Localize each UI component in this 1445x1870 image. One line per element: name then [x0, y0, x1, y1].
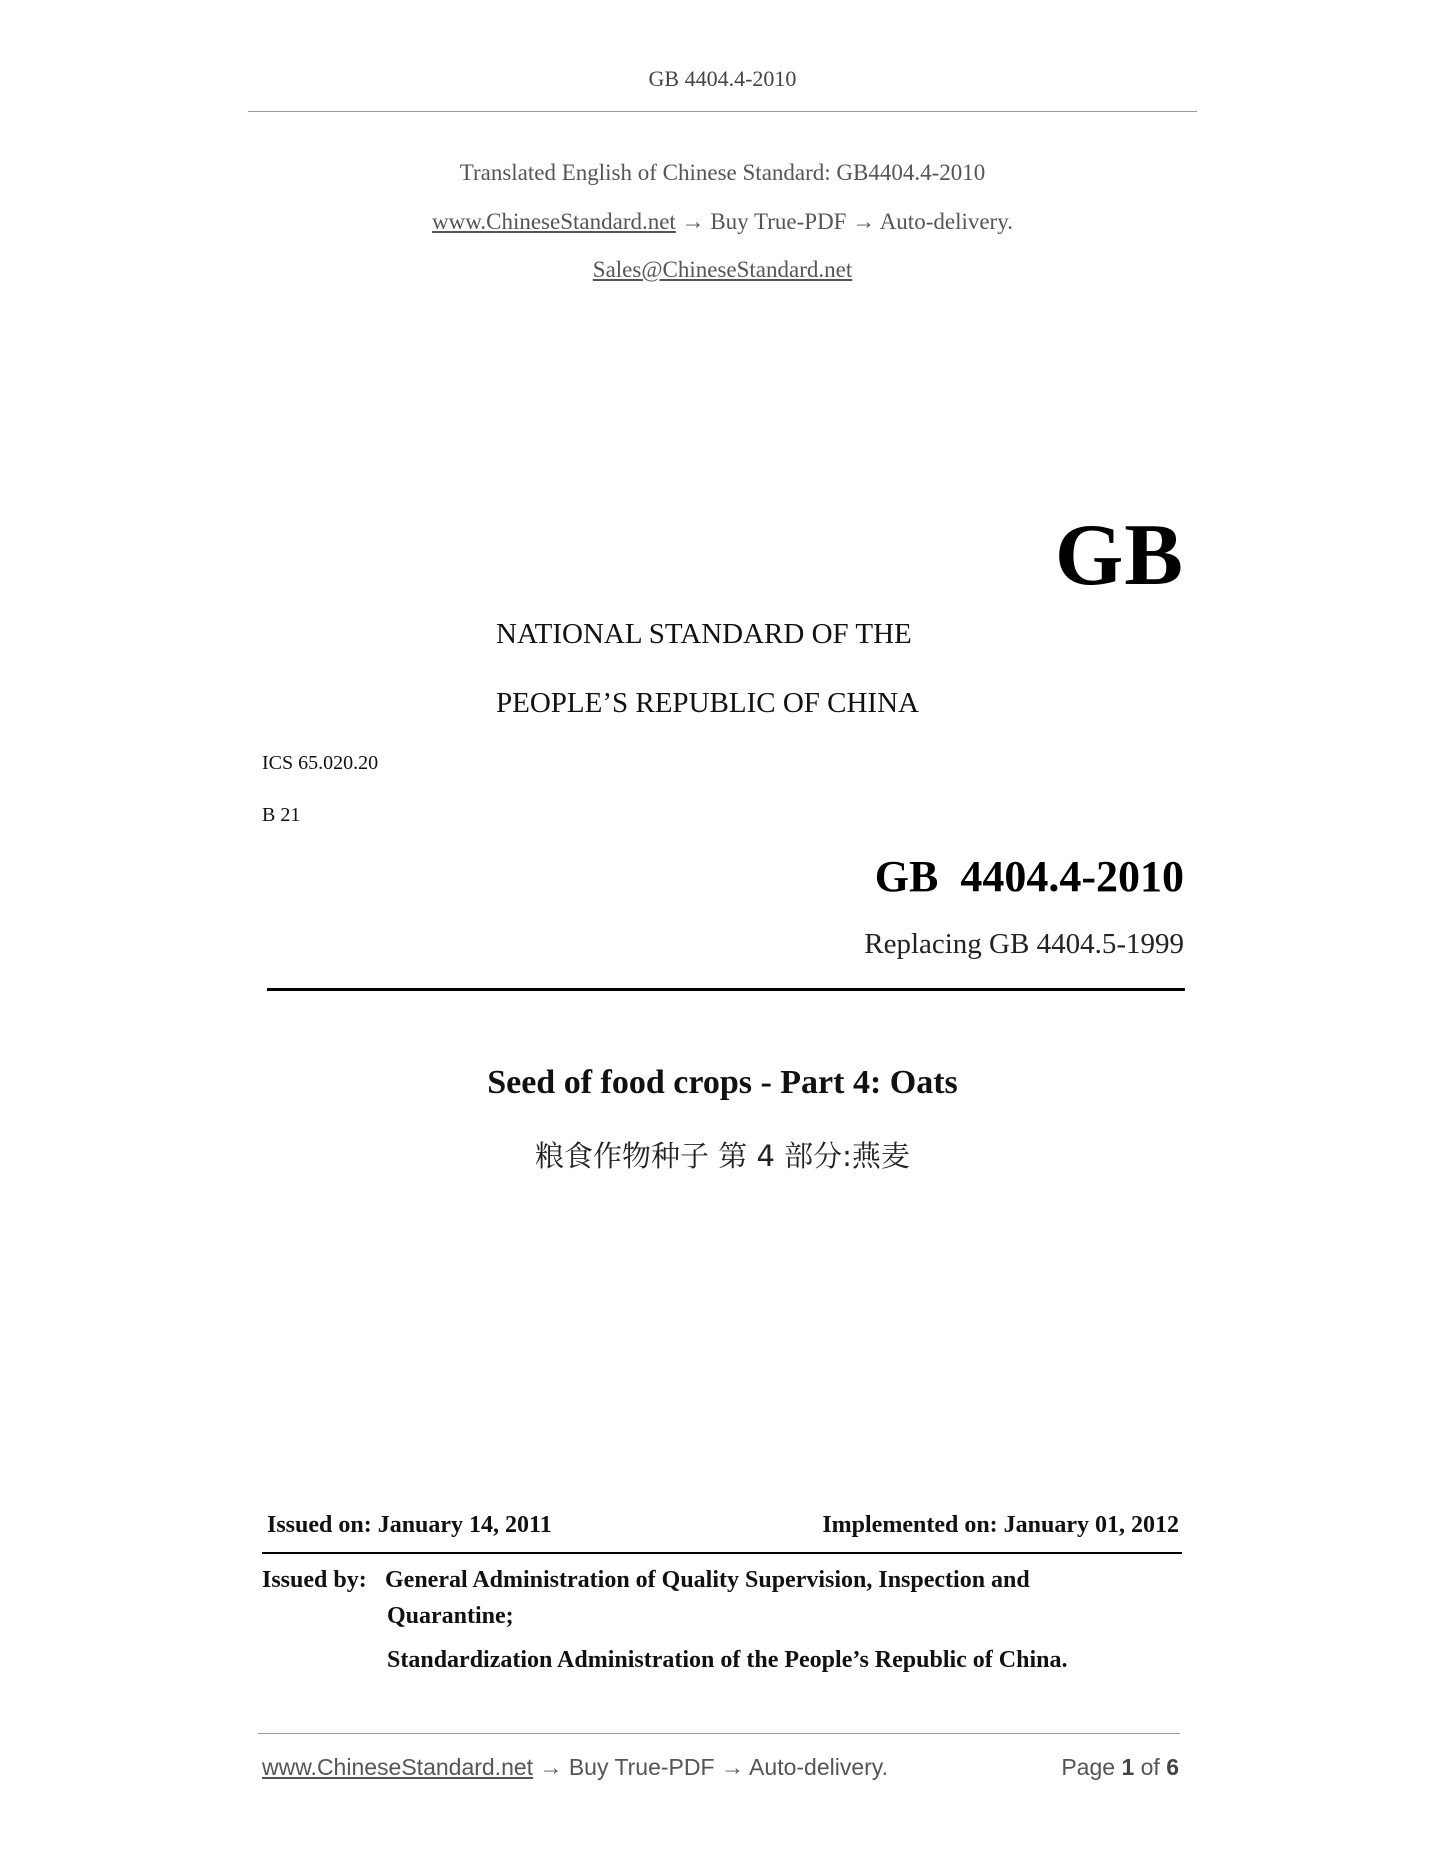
- issuer-1-continued: Quarantine;: [387, 1603, 514, 1629]
- b-code: B 21: [262, 804, 301, 826]
- issuer-2: Standardization Administration of the People’s Republic of China.: [387, 1647, 1068, 1673]
- issued-by-label: Issued by:: [262, 1567, 367, 1593]
- title-english: Seed of food crops - Part 4: Oats: [487, 1064, 958, 1101]
- running-header: GB 4404.4-2010: [648, 66, 797, 91]
- title-divider: [267, 988, 1185, 991]
- page-total: 6: [1166, 1754, 1179, 1780]
- footer-promo: [262, 1754, 888, 1781]
- issued-on-date: Issued on: January 14, 2011: [267, 1512, 552, 1538]
- national-standard-line2: PEOPLE’S REPUBLIC OF CHINA: [496, 687, 919, 719]
- page-label: Page: [1061, 1754, 1116, 1780]
- sales-email-link[interactable]: Sales@ChineseStandard.net: [592, 257, 853, 282]
- title-chinese: 粮食作物种子 第 4 部分:燕麦: [535, 1139, 910, 1173]
- footer-divider: [258, 1733, 1180, 1734]
- replacing-note: Replacing GB 4404.5-1999: [864, 928, 1184, 960]
- footer-site-link[interactable]: www.ChineseStandard.net: [262, 1754, 534, 1780]
- page-indicator: [1061, 1754, 1179, 1781]
- national-standard-line1: NATIONAL STANDARD OF THE: [496, 618, 912, 650]
- page-of: of: [1140, 1754, 1160, 1780]
- issuer-1: General Administration of Quality Supervision, Inspection and: [385, 1567, 1030, 1593]
- buy-text: → Buy True-PDF → Auto-delivery.: [681, 209, 1013, 234]
- site-link[interactable]: www.ChineseStandard.net: [432, 209, 676, 234]
- footer-buy-text: → Buy True-PDF → Auto-delivery.: [539, 1754, 888, 1780]
- header-divider: [248, 111, 1197, 112]
- sales-email-line: [0, 257, 1445, 283]
- issue-divider: [262, 1552, 1182, 1554]
- ics-code: ICS 65.020.20: [262, 752, 379, 774]
- gb-logo: GB: [1054, 507, 1184, 604]
- translated-notice: Translated English of Chinese Standard: GB4404.4-2010: [459, 160, 986, 185]
- implemented-on-date: Implemented on: January 01, 2012: [822, 1512, 1179, 1538]
- standard-number: GB 4404.4-2010: [874, 852, 1184, 901]
- page-current: 1: [1121, 1754, 1135, 1780]
- promo-line: [0, 209, 1445, 235]
